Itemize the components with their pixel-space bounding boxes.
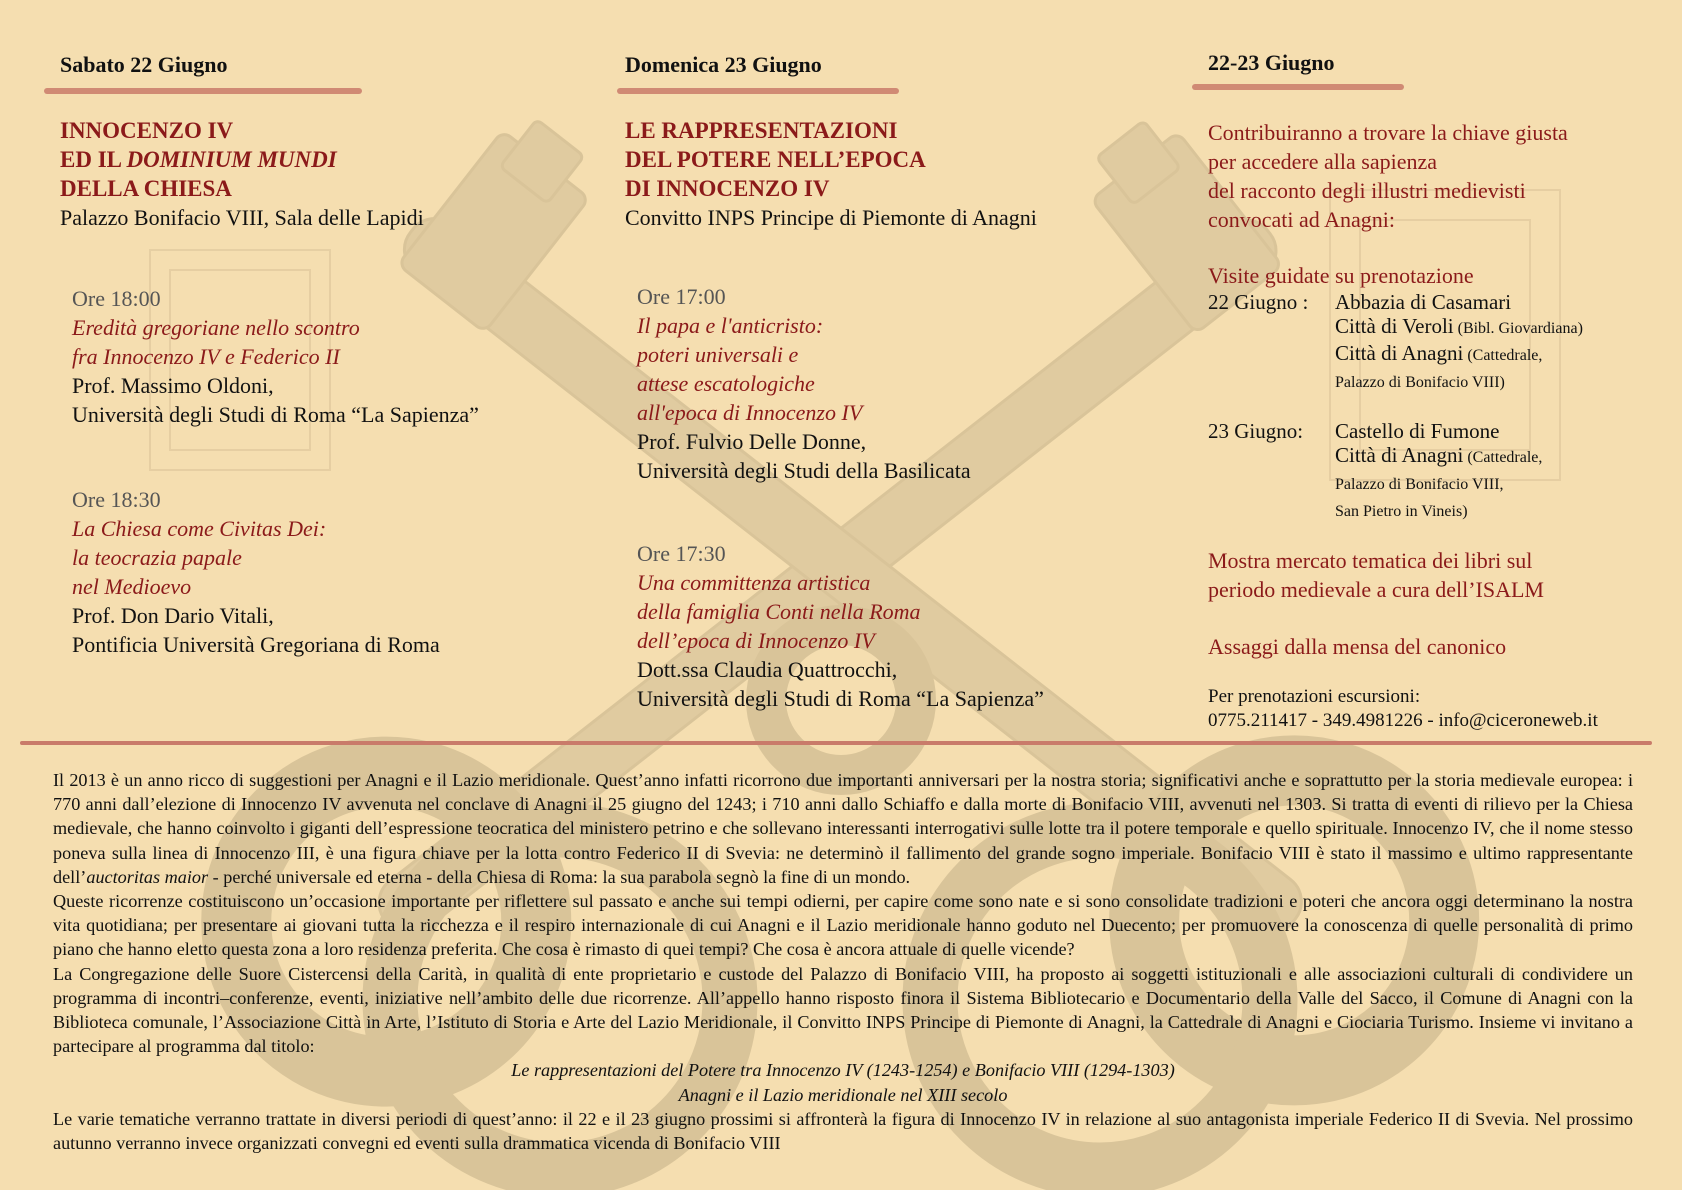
day-header: 22-23 Giugno: [1208, 50, 1335, 75]
talk-title: La Chiesa come Civitas Dei:: [72, 516, 327, 541]
mostra-line: Mostra mercato tematica dei libri sul: [1208, 548, 1533, 573]
visit-item: San Pietro in Vineis): [1335, 503, 1468, 520]
event-title-line: DEL POTERE NELL’EPOCA: [625, 147, 926, 172]
visit-item: Città di Anagni (Cattedrale,: [1335, 341, 1543, 365]
intro-line: per accedere alla sapienza: [1208, 149, 1437, 174]
talk-title: all'epoca di Innocenzo IV: [637, 400, 863, 425]
mostra-line: periodo medievale a cura dell’ISALM: [1208, 577, 1544, 602]
day-underline: [1192, 84, 1404, 90]
affiliation: Pontificia Università Gregoriana di Roma: [72, 632, 440, 657]
program-title: Le rappresentazioni del Potere tra Innocenzo IV (1243-1254) e Bonifacio VIII (1294-1303): [511, 1060, 1175, 1081]
visit-day-23: [1208, 419, 1658, 524]
intro-line: del racconto degli illustri medievisti: [1208, 178, 1526, 203]
talk-title: la teocrazia papale: [72, 545, 242, 570]
column-info: [1208, 50, 1658, 733]
affiliation: Università degli Studi di Roma “La Sapienza”: [637, 686, 1044, 711]
visit-day-label: 23 Giugno:: [1208, 419, 1304, 443]
talk-time: Ore 17:00: [637, 284, 726, 309]
visits-title: Visite guidate su prenotazione: [1208, 263, 1474, 288]
day-underline: [44, 88, 362, 94]
talk-title: fra Innocenzo IV e Federico II: [72, 344, 340, 369]
talk-time: Ore 18:30: [72, 487, 161, 512]
paragraph: Le varie tematiche verranno trattate in diversi periodi di quest’anno: il 22 e il 23 giugno prossimi si affronterà la figura di Innocenzo IV in relazione al suo antagonista imperiale Federico II di Svevia. Nel prossimo autunno verranno invece organizzati convegni ed eventi sulla drammatica vicenda di Bonifacio VIII: [53, 1108, 1633, 1154]
visit-item: Abbazia di Casamari: [1335, 290, 1512, 314]
talk-title: dell’epoca di Innocenzo IV: [637, 628, 875, 653]
column-sunday: [625, 52, 1145, 711]
section-divider: [20, 741, 1652, 745]
talk: [72, 284, 582, 429]
talk-title: Eredità gregoriane nello scontro: [72, 315, 360, 340]
visit-day-label: 22 Giugno :: [1208, 290, 1309, 314]
intro-line: Contribuiranno a trovare la chiave giusta: [1208, 120, 1568, 145]
visit-item: Castello di Fumone: [1335, 419, 1500, 443]
day-header: Domenica 23 Giugno: [625, 52, 822, 77]
talk-time: Ore 18:00: [72, 286, 161, 311]
paragraph: Queste ricorrenze costituiscono un’occasione importante per riflettere sul passato e anche sui tempi odierni, per capire come sono nate e si sono consolidate tradizioni e poteri che ancora oggi determinano la nostra vita quotidiana; per presentare ai giovani tutta la ricchezza e il respiro internazionale di cui Anagni e il Lazio meridionale hanno goduto nel Duecento; per promuovere la conoscenza di quelle personalità di primo piano che hanno eletto questa zona a loro residenza preferita. Che cosa è rimasto di quei tempi? Che cosa è ancora attuale di quelle vicende?: [53, 891, 1633, 960]
paragraph: La Congregazione delle Suore Cistercensi della Carità, in qualità di ente proprietario e custode del Palazzo di Bonifacio VIII, ha proposto ai soggetti istituzionali e alle associazioni culturali di condividere un programma di incontri–conferenze, eventi, iniziative nell’ambito delle due ricorrenze. All’appello hanno risposto finora il Sistema Bibliotecario e Documentario della Valle del Sacco, il Comune di Anagni con la Biblioteca comunale, l’Associazione Città in Arte, l’Istituto di Storia e Arte del Lazio Meridionale, il Convitto INPS Principe di Piemonte di Anagni, la Cattedrale di Anagni e Ciociaria Turismo. Insieme vi invitano a partecipare al programma dal titolo:: [53, 963, 1633, 1057]
talk-title: Il papa e l'anticristo:: [637, 313, 824, 338]
speaker: Prof. Don Dario Vitali,: [72, 603, 274, 628]
program-subtitle: Anagni e il Lazio meridionale nel XIII secolo: [678, 1084, 1008, 1105]
talk: [72, 485, 582, 659]
talk-title: della famiglia Conti nella Roma: [637, 599, 921, 624]
talk: [637, 539, 1147, 713]
talk-time: Ore 17:30: [637, 541, 726, 566]
booking-label: Per prenotazioni escursioni:: [1208, 686, 1421, 707]
day-header: Sabato 22 Giugno: [60, 52, 228, 77]
paragraph: Il 2013 è un anno ricco di suggestioni per Anagni e il Lazio meridionale. Quest’anno infatti ricorrono due importanti anniversari per la nostra storia; significativi anche e soprattutto per la storia medievale europea: i 770 anni dall’elezione di Innocenzo IV avvenuta nel conclave di Anagni il 25 giugno del 1243; i 710 anni dallo Schiaffo e dalla morte di Bonifacio VIII, avvenuti nel 1303. Si tratta di eventi di rilievo per la Chiesa medievale, che hanno coinvolto i giganti dell’espressione teocratica del ministero petrino e che sollevano interessanti interrogativi sulle lotte tra il potere temporale e quello spirituale. Innocenzo IV, che il nome stesso poneva sulla linea di Innocenzo III, è una figura chiave per la lotta contro Federico II di Svevia: ne determinò il fallimento del grande sogno imperiale. Bonifacio VIII è stato il massimo e ultimo rappresentante dell’auctoritas maior - perché universale ed eterna - della Chiesa di Roma: la sua parabola segnò la fine di un mondo.: [53, 770, 1633, 887]
visit-item: Città di Veroli (Bibl. Giovardiana): [1335, 314, 1583, 338]
talk-title: Una committenza artistica: [637, 570, 871, 595]
booking-contacts[interactable]: 0775.211417 - 349.4981226 - info@ciceroneweb.it: [1208, 710, 1598, 731]
event-title-line: DI INNOCENZO IV: [625, 176, 830, 201]
event-title-line: INNOCENZO IV: [60, 118, 234, 143]
talk: [637, 282, 1147, 485]
day-underline: [617, 88, 899, 94]
visit-item: Città di Anagni (Cattedrale,: [1335, 443, 1543, 467]
speaker: Prof. Massimo Oldoni,: [72, 373, 274, 398]
intro-line: convocati ad Anagni:: [1208, 207, 1395, 232]
visit-day-22: [1208, 290, 1658, 395]
assaggi: Assaggi dalla mensa del canonico: [1208, 634, 1507, 659]
speaker: Dott.ssa Claudia Quattrocchi,: [637, 657, 898, 682]
affiliation: Università degli Studi di Roma “La Sapienza”: [72, 402, 479, 427]
event-title-line: LE RAPPRESENTAZIONI: [625, 118, 898, 143]
event-title-line: ED IL DOMINIUM MUNDI: [60, 147, 337, 172]
column-saturday: [60, 52, 580, 657]
visit-item: Palazzo di Bonifacio VIII): [1335, 374, 1505, 391]
event-title-line: DELLA CHIESA: [60, 176, 232, 201]
speaker: Prof. Fulvio Delle Donne,: [637, 429, 867, 454]
venue: Palazzo Bonifacio VIII, Sala delle Lapidi: [60, 205, 424, 230]
affiliation: Università degli Studi della Basilicata: [637, 458, 971, 483]
venue: Convitto INPS Principe di Piemonte di Anagni: [625, 205, 1037, 230]
visit-item: Palazzo di Bonifacio VIII,: [1335, 476, 1504, 493]
talk-title: nel Medioevo: [72, 574, 192, 599]
talk-title: attese escatologiche: [637, 371, 815, 396]
talk-title: poteri universali e: [637, 342, 799, 367]
intro-text: [53, 768, 1633, 1155]
